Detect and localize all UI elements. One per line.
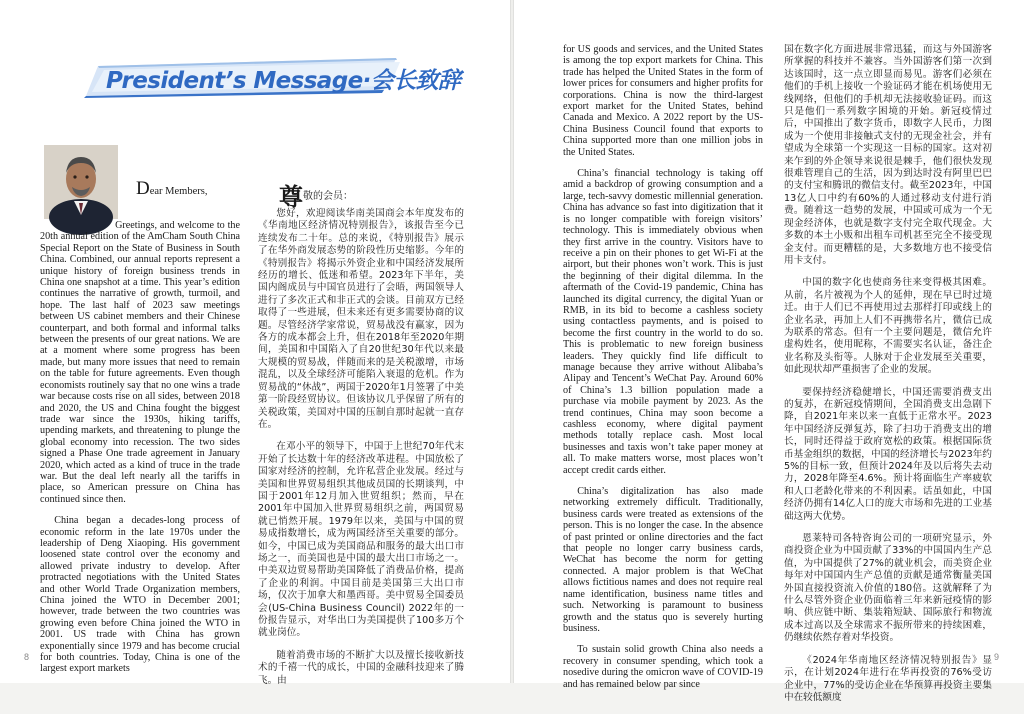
- paragraph: 您好，欢迎阅读华南美国商会本年度发布的《华南地区经济情况特别报告》，该报告至今已连续发布二十年。总的来说，《特别报告》展示了在华外商发展态势的阶段性历史缩影。今年的《特别报告》将揭示外资企业和中国经济发展所经历的增长、低迷和希望。2023年下半年，美国内阁成员与中国官员进行了会晤，两国领导人进行了多次正式和非正式的会谈。目前双方已经取得了一些进展，但未来还有更多需要协商的议题。尽管经济学家常说，贸易战没有赢家，因为各方的成本都会上升，但在2018年至2020年期间，美国和中国陷入了自20世纪30年代以来最大规模的贸易战，伴随而来的是关税激增，市场混乱，以及全球经济可能陷入衰退的危机。作为贸易战的“休战”，两国于2020年1月签署了中美第一阶段经贸协议。但该协议几乎保留了所有的关税政策，美国对中国的压制自那时起就一直存在。: [258, 208, 464, 430]
- page-title: President’s Message·会长致辞: [106, 68, 461, 94]
- paragraph: 在邓小平的领导下，中国于上世纪70年代末开始了长达数十年的经济改革进程。中国放松了国家对经济的控制，允许私营企业发展。经过与美国和世界贸易组织其他成员国的长期谈判，中国于2001年12月加入世贸组织；然而，早在2001年中国加入世界贸易组织之前，两国贸易就已悄然开展。1979年以来，美国与中国的贸易成指数增长，成为两国经济至关重要的部分。如今，中国已成为美国商品和服务的最大出口市场之一，而美国也是中国的最大出口市场之一。中美双边贸易帮助美国降低了消费品价格，提高了企业的利润。中国目前是美国第三大出口市场，仅次于加拿大和墨西哥。美中贸易全国委员会(US-China Business Council) 2022年的一份报告显示，对华出口为美国提供了100多万个就业岗位。: [258, 441, 464, 639]
- right-page: [514, 0, 1024, 703]
- chinese-column-1: [258, 208, 464, 697]
- president-photo: [44, 145, 118, 219]
- chinese-column-2: [784, 44, 992, 714]
- paragraph: 要保持经济稳健增长，中国还需要消费支出的复苏，在新冠疫情期间，全国消费支出急剧下降，自2021年来以来一直低于正常水平。2023年中国经济反弹复苏，除了扫功于消费支出的增长，同时还得益于政府宽松的政策。根据国际货币基金组织的数据，中国的经济增长与2023年约5%的目标一致，但预计2024年及以后将失去动力，2028年降至4.6%。预计将面临生产率疲软和人口老龄化带来的不利因素。话虽如此，中国经济仍拥有14亿人口的庞大市场和先进的工业基础这两大优势。: [784, 386, 992, 522]
- left-page: [0, 0, 510, 686]
- english-column-2: [563, 44, 763, 700]
- greeting-cn-initial: 尊: [279, 183, 303, 211]
- paragraph: To sustain solid growth China also needs a recovery in consumer spending, which took a nosedive during the omicron wave of COVID-19 and has remained below par since: [563, 644, 763, 690]
- paragraph: 恩莱特司各特咨询公司的一项研究显示，外商投资企业为中国贡献了33%的中国国内生产总值，为中国提供了27%的就业机会，而美资企业每年对中国国内生产总值的贡献是通常衡量美国外国直接投资流入价值的180倍。这就解释了为什么尽管外资企业仍面临着三年来新冠疫情的影响、供应链中断、集装箱短缺、国际旅行和物流成本过高以及全球需求不振所带来的持续困难，仍继续依然存着对华投资。: [784, 533, 992, 644]
- greeting-cn: [279, 177, 353, 212]
- paragraph: 《2024年华南地区经济情况特别报告》显示，在计划2024年进行在华再投资的76%受访企业中，77%的受访企业在华预算再投资主要集中在较低额度: [784, 654, 992, 703]
- greeting-en-rest: ear Members,: [149, 186, 208, 197]
- paragraph: 随着消费市场的不断扩大以及擅长接收新技术的千禧一代的成长，中国的金融科技迎来了腾飞。由: [258, 649, 464, 686]
- page-number-left: 8: [24, 652, 30, 662]
- greeting-en: [136, 178, 207, 200]
- title-banner: [84, 56, 461, 98]
- paragraph: 中国的数字化也使商务往来变得极其困难。从前，名片被视为个人的延伸，现在早已时过境迁。由于人们已不再使用过去那样打印或线上的企业名录，再加上人们不再携带名片，微信已成为联系的常态。但有一个主要问题是，微信允许虚构姓名，使用昵称，不需要实名认证，备注企业名称及头衔等。人脉对于企业发展至关重要，如此现状却严重损害了企业的发展。: [784, 277, 992, 376]
- paragraph: China’s digitalization has also made networking extremely difficult. Traditionally, business cards were treated as extensions of the person. This is no longer the case. In the absence of past printed or online directories and the fact that people no longer carry business cards, WeChat has become the norm for getting connected. A major problem is that WeChat allows fictitious names and does not require real name identification, business name titles and such. Networking is paramount to business growth and the status quo is severely hurting business.: [563, 486, 763, 634]
- page-number-right: 9: [994, 652, 1000, 662]
- paragraph: Greetings, and welcome to the 20th annual edition of the AmCham South China Special Report on the State of Business in South China. Combined, our annual reports represent a unique history of foreign business trends in China one snapshot at a time. This year’s edition continues the narrative of growth, turmoil, and hope. The last half of 2023 saw meetings between US cabinet members and their Chinese counterpart, and both formal and informal talks between the presents of our great nations. We are at a moment where some progress has been made, but many more issues that need to remain on the table for future agreements. Even though economists routinely say that no one wins a trade war because costs rise on all sides, between 2018 and 2020, the US and China fought the biggest trade war since the 1930s, hiking tariffs, upending markets, and threatening to plunge the global economy into recession. The two sides signed a Phase One trade agreement in January 2020, which acted as a kind of truce in the trade war. But the deal left nearly all the tariffs in place, so American pressure on China has continued since then.: [40, 220, 240, 505]
- greeting-en-initial: D: [136, 178, 150, 199]
- paragraph: for US goods and services, and the United States is among the top export markets for China. This trade has helped the United States in the form of lower prices for consumers and higher profits for corporations. China is now the third-largest export market for the United States, behind Canada and Mexico. A 2022 report by the US-China Business Council found that exports to China supported more than one million jobs in the United States.: [563, 44, 763, 158]
- paragraph: 国在数字化方面进展非常迅猛，而这与外国游客所掌握的科技并不兼容。当外国游客们第一次到达该国时，这一点立即显而易见。游客们必须在他们的手机上接收一个验证码才能在机场使用无线网络，但他们的手机却无法接收验证码。而这只是他们一系列数字困境的开始。新冠疫情过后，中国推出了数字货币，即数字人民币，力图成为一个使用非接触式支付的无现金社会，并有望成为全球第一个实现这一目标的国家。这对初来乍到的外企领导来说很是棘手，他们很快发现很难管理自己的生活，因为到达时没有阿里巴巴的支付宝和腾讯的微信支付。截至2023年，中国13亿人口中约有60%的人通过移动支付进行消费。随着这一趋势的发展，中国或可成为一个无现金经济体，也就是数字支付完全取代现金。大多数的本土小贩和出租车司机甚至完全不接受现金支付。而更糟糕的是，大多数地方也不接受信用卡支付。: [784, 44, 992, 266]
- english-column-1: [40, 220, 240, 685]
- paragraph: China’s financial technology is taking off amid a backdrop of growing consumption and a large, tech-savvy domestic millennial generation. China has advance so fast into digitization that it is no longer compatible with foreign visitors’ technology. This is immediately obvious when they first arrive in the country. Visitors have to receive a pin on their phones to get Wi-Fi at the airport, but their phones won’t work. This is just the beginning of their digital dilemma. In the aftermath of the Covid-19 pandemic, China has launched its digital currency, the digital Yuan or RMB, in its bid to become a cashless society using contactless payments, and is poised to become the first country in the world to do so. This is problematic to new foreign business leaders. They quickly find life difficult to manage because they arrive without Alibaba’s Alipay and Tencent’s WeChat Pay. Around 60% of China’s 1.3 billion population made a purchase via mobile payment by 2023. As the trend continues, China may soon become a cashless economy, where digital payment methods totally replace cash. Most local businesses and taxis won’t take paper money at all. To make matters worse, most places won’t accept credit cards either.: [563, 168, 763, 476]
- greeting-cn-rest: 敬的会员：: [303, 191, 353, 202]
- paragraph: China began a decades-long process of economic reform in the late 1970s under the leadership of Deng Xiaoping. His government loosened state control over the economy and allowed private industry to develop. After protracted negotiations with the United States and other World Trade Organization members, China joined the WTO in December 2001; however, trade between the two countries was growing even before China joined the WTO in 2001. US trade with China has grown exponentially since 1979 and has become crucial for both countries. Today, China is one of the largest export markets: [40, 515, 240, 675]
